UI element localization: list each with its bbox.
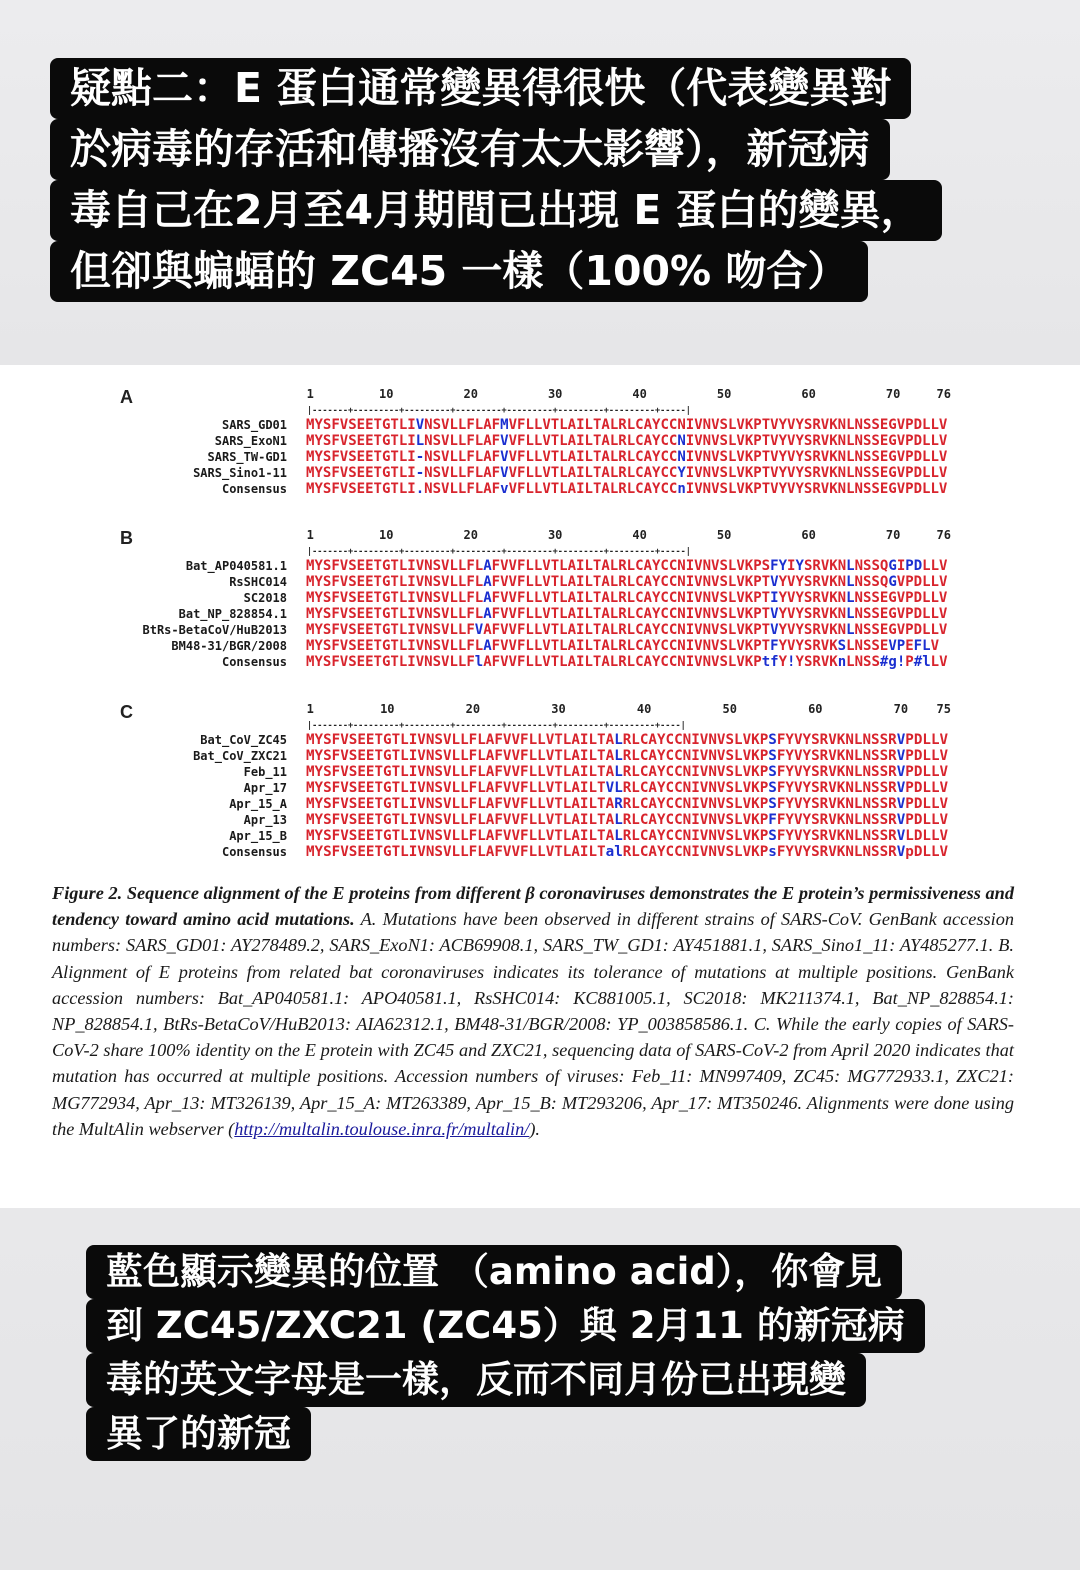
sequence-residues: MYSFVSEETGTLIVNSVLLFLAFVVFLLVTLAILTALRLCAYCCNIVNVSLVKPSFYVYSRVKNLNSSRVPDLLV [306,748,949,764]
alignment-row [0,780,1080,796]
ruler-number: 30 [547,387,563,401]
sequence-name: SARS_GD01 [221,418,287,432]
sequence-name: SARS_TW-GD1 [207,450,287,464]
top-caption-line: 毒自己在2月至4月期間已出現 E 蛋白的變異， [50,180,942,241]
ruler-number: 40 [632,528,647,542]
top-caption-line: 疑點二：E 蛋白通常變異得很快（代表變異對 [50,58,911,119]
sequence-residues: MYSFVSEETGTLIVNSVLLFLAFVVFLLVTLAILTARRLCAYCCNIVNVSLVKPSFYVYSRVKNLNSSRVPDLLV [306,796,949,812]
ruler-number: 20 [465,702,481,716]
sequence-name: Apr_15_A [229,797,287,811]
figure-caption-tail: ). [529,1118,540,1139]
sequence-residues: MYSFVSEETGTLIVNSVLLFLAFMVFLLVTLAILTALRLCAYCCNIVNVSLVKPTVYVYSRVKNLNSSEGVPDLLV [306,417,948,433]
sequence-residues: MYSFVSEETGTLILNSVLLFLAFVVFLLVTLAILTALRLCAYCCNIVNVSLVKPTVYVYSRVKNLNSSEGVPDLLV [306,433,948,449]
alignment-row [0,638,1080,654]
alignment-row [0,481,1080,497]
ruler-number: 70 [893,702,909,716]
sequence-name: BtRs-BetaCoV/HuB2013 [142,623,287,637]
ruler-line: |-------+---------+---------+---------+---------+---------+---------+----| [307,721,686,731]
ruler-number: 30 [547,528,563,542]
alignment-row [0,622,1080,638]
sequence-residues: MYSFVSEETGTLIVNSVLLFLAFVVFLLVTLAILTALRLCAYCCNIVNVSLVKPSFYVYSRVKNLNSSRVPDLLV [306,764,949,780]
bottom-caption-line: 藍色顯示變異的位置 （amino acid），你會見 [86,1245,902,1299]
top-caption-line: 於病毒的存活和傳播沒有太大影響），新冠病 [50,119,890,180]
ruler-numbers [0,387,1080,407]
ruler-number: 40 [636,702,652,716]
ruler-number: 76 [936,387,951,401]
sequence-residues: MYSFVSEETGTLIVNSVLLFLAFVVFLLVTLAILTALRLCAYCCNIVNVSLVKPSFYVYSRVKNLNSSRVPDLLV [306,732,949,748]
ruler-line: |-------+---------+---------+---------+---------+---------+---------+-----| [307,406,691,416]
sequence-residues: MYSFVSEETGTLI-NSVLLFLAFVVFLLVTLAILTALRLCAYCCNIVNVSLVKPTVYVYSRVKNLNSSEGVPDLLV [306,449,948,465]
sequence-residues: MYSFVSEETGTLIVNSVLLFLAFVVFLLVTLAILTVLRLCAYCCNIVNVSLVKPSFYVYSRVKNLNSSRVPDLLV [306,780,949,796]
sequence-residues: MYSFVSEETGTLIVNSVLLFLAFVVFLLVTLAILTALRLCAYCCNIVNVSLVKPFFYVYSRVKNLNSSRVPDLLV [306,812,949,828]
alignment-row [0,654,1080,670]
alignment-row [0,574,1080,590]
alignment-row [0,590,1080,606]
sequence-name: Apr_13 [243,813,287,827]
alignment-row [0,812,1080,828]
sequence-name: Bat_CoV_ZC45 [200,733,287,747]
ruler-numbers [0,702,1080,722]
ruler-line: |-------+---------+---------+---------+---------+---------+---------+-----| [307,547,691,557]
ruler-number: 1 [306,702,314,716]
sequence-name: Consensus [221,845,287,859]
sequence-name: Bat_AP040581.1 [185,559,287,573]
alignment-row [0,606,1080,622]
alignment-row [0,449,1080,465]
bottom-caption [86,1245,925,1461]
multalin-link[interactable]: http://multalin.toulouse.inra.fr/multalin/ [234,1118,530,1139]
sequence-residues: MYSFVSEETGTLIVNSVLLFLAFVVFLLVTLAILTALRLCAYCCNIVNVSLVKPSFYVYSRVKNLNSSRVLDLLV [306,828,949,844]
sequence-name: Feb_11 [243,765,287,779]
alignment-row [0,433,1080,449]
ruler-number: 10 [380,702,395,716]
ruler-number: 20 [463,387,478,401]
alignment-row [0,748,1080,764]
sequence-name: RsSHC014 [229,575,287,589]
ruler-number: 40 [632,387,647,401]
ruler-number: 1 [306,387,314,401]
bottom-caption-line: 異了的新冠 [86,1407,311,1461]
ruler-numbers [0,528,1080,548]
sequence-name: Bat_NP_828854.1 [178,607,287,621]
sequence-residues: MYSFVSEETGTLIVNSVLLFLAFVVFLLVTLAILTALRLCAYCCNIVNVSLVKPTVYVYSRVKNLNSSEGVPDLLV [306,606,948,622]
bottom-caption-line: 毒的英文字母是一樣，反而不同月份已出現變 [86,1353,866,1407]
sequence-residues: MYSFVSEETGTLIVNSVLLFLAFVVFLLVTLAILTalRLCAYCCNIVNVSLVKPsFYVYSRVKNLNSSRVpDLLV [306,844,949,860]
alignment-row [0,796,1080,812]
ruler-number: 10 [379,528,394,542]
ruler-number: 76 [936,528,951,542]
sequence-residues: MYSFVSEETGTLI.NSVLLFLAFvVFLLVTLAILTALRLCAYCCnIVNVSLVKPTVYVYSRVKNLNSSEGVPDLLV [306,481,948,497]
sequence-residues: MYSFVSEETGTLIVNSVLLFLAFVVFLLVTLAILTALRLCAYCCNIVNVSLVKPTIYVYSRVKNLNSSEGVPDLLV [306,590,948,606]
top-caption-line: 但卻與蝙蝠的 ZC45 一樣（100% 吻合） [50,241,868,302]
bottom-caption-line: 到 ZC45/ZXC21 (ZC45）與 2月11 的新冠病 [86,1299,925,1353]
panel-letter: A [120,387,133,407]
ruler-number: 60 [801,387,816,401]
sequence-name: SARS_Sino1-11 [193,466,287,480]
sequence-name: Consensus [221,655,287,669]
alignment-row [0,732,1080,748]
alignment-row [0,465,1080,481]
sequence-name: SC2018 [243,591,287,605]
top-caption [50,58,942,302]
sequence-residues: MYSFVSEETGTLIVNSVLLFVAFVVFLLVTLAILTALRLCAYCCNIVNVSLVKPTVYVYSRVKNLNSSEGVPDLLV [306,622,948,638]
ruler-number: 50 [716,528,732,542]
sequence-name: BM48-31/BGR/2008 [171,639,287,653]
ruler-number: 60 [801,528,816,542]
sequence-residues: MYSFVSEETGTLIVNSVLLFLAFVVFLLVTLAILTALRLCAYCCNIVNVSLVKPTVYVYSRVKNLNSSQGVPDLLV [306,574,948,590]
ruler-number: 50 [722,702,737,716]
ruler-number: 30 [551,702,566,716]
sequence-residues: MYSFVSEETGTLI-NSVLLFLAFVVFLLVTLAILTALRLCAYCCYIVNVSLVKPTVYVYSRVKNLNSSEGVPDLLV [306,465,948,481]
ruler-number: 1 [306,528,314,542]
sequence-residues: MYSFVSEETGTLIVNSVLLFLAFVVFLLVTLAILTALRLCAYCCNIVNVSLVKPTFYVYSRVKSLNSSEVPEFLV [306,638,940,654]
sequence-residues: MYSFVSEETGTLIVNSVLLFLAFVVFLLVTLAILTALRLCAYCCNIVNVSLVKPSFYIYSRVKNLNSSQGIPDLLV [306,558,948,574]
panel-letter: B [120,528,133,548]
ruler-number: 75 [936,702,951,716]
sequence-name: Apr_17 [243,781,287,795]
sequence-name: Bat_CoV_ZXC21 [193,749,287,763]
figure-caption [52,880,1014,1142]
ruler-number: 70 [885,387,901,401]
figure-caption-title: Figure 2. Sequence alignment of the E proteins from different β coronaviruses demonstrates the E protein’s permissiveness and tendency toward amino acid mutations. [52,883,1014,930]
alignment-row [0,417,1080,433]
alignment-row [0,558,1080,574]
ruler-number: 10 [379,387,394,401]
alignment-row [0,844,1080,860]
panel-letter: C [120,702,133,722]
alignment-figure [0,365,1080,1208]
alignment-row [0,764,1080,780]
sequence-name: Consensus [221,482,287,496]
figure-caption-body: A. Mutations have been observed in different strains of SARS-CoV. GenBank accession numbers: SARS_GD01: AY278489.2, SARS_ExoN1: ACB69908.1, SARS_TW_GD1: AY451881.1, SARS_Sino1_11: AY485277.1. B. Alignment of E proteins from related bat coronaviruses indicates its tolerance of mutations at multiple positions. GenBank accession numbers: Bat_AP040581.1: APO40581.1, RsSHC014: KC881005.1, SC2018: MK211374.1, Bat_NP_828854.1: NP_828854.1, BtRs-BetaCoV/HuB2013: AIA62312.1, BM48-31/BGR/2008: YP_003858586.1. C. While the early copies of SARS-CoV-2 share 100% identity on the E protein with ZC45 and ZXC21, sequencing data of SARS-CoV-2 from April 2020 indicates that mutation has occurred at multiple positions. Accession numbers of viruses: Feb_11: MN997409, ZC45: MG772933.1, ZXC21: MG772934, Apr_13: MT326139, Apr_15_A: MT263389, Apr_15_B: MT293206, Apr_17: MT350246. Alignments were done using the MultAlin webserver ( [52,909,1014,1139]
ruler-number: 50 [716,387,732,401]
ruler-number: 20 [463,528,478,542]
ruler-number: 60 [808,702,823,716]
sequence-residues: MYSFVSEETGTLIVNSVLLFlAFVVFLLVTLAILTALRLCAYCCNIVNVSLVKPtfY!YSRVKnLNSS#g!P#lLV [306,654,948,670]
ruler-number: 70 [885,528,901,542]
sequence-name: Apr_15_B [229,829,287,843]
alignment-row [0,828,1080,844]
sequence-name: SARS_ExoN1 [214,434,287,448]
